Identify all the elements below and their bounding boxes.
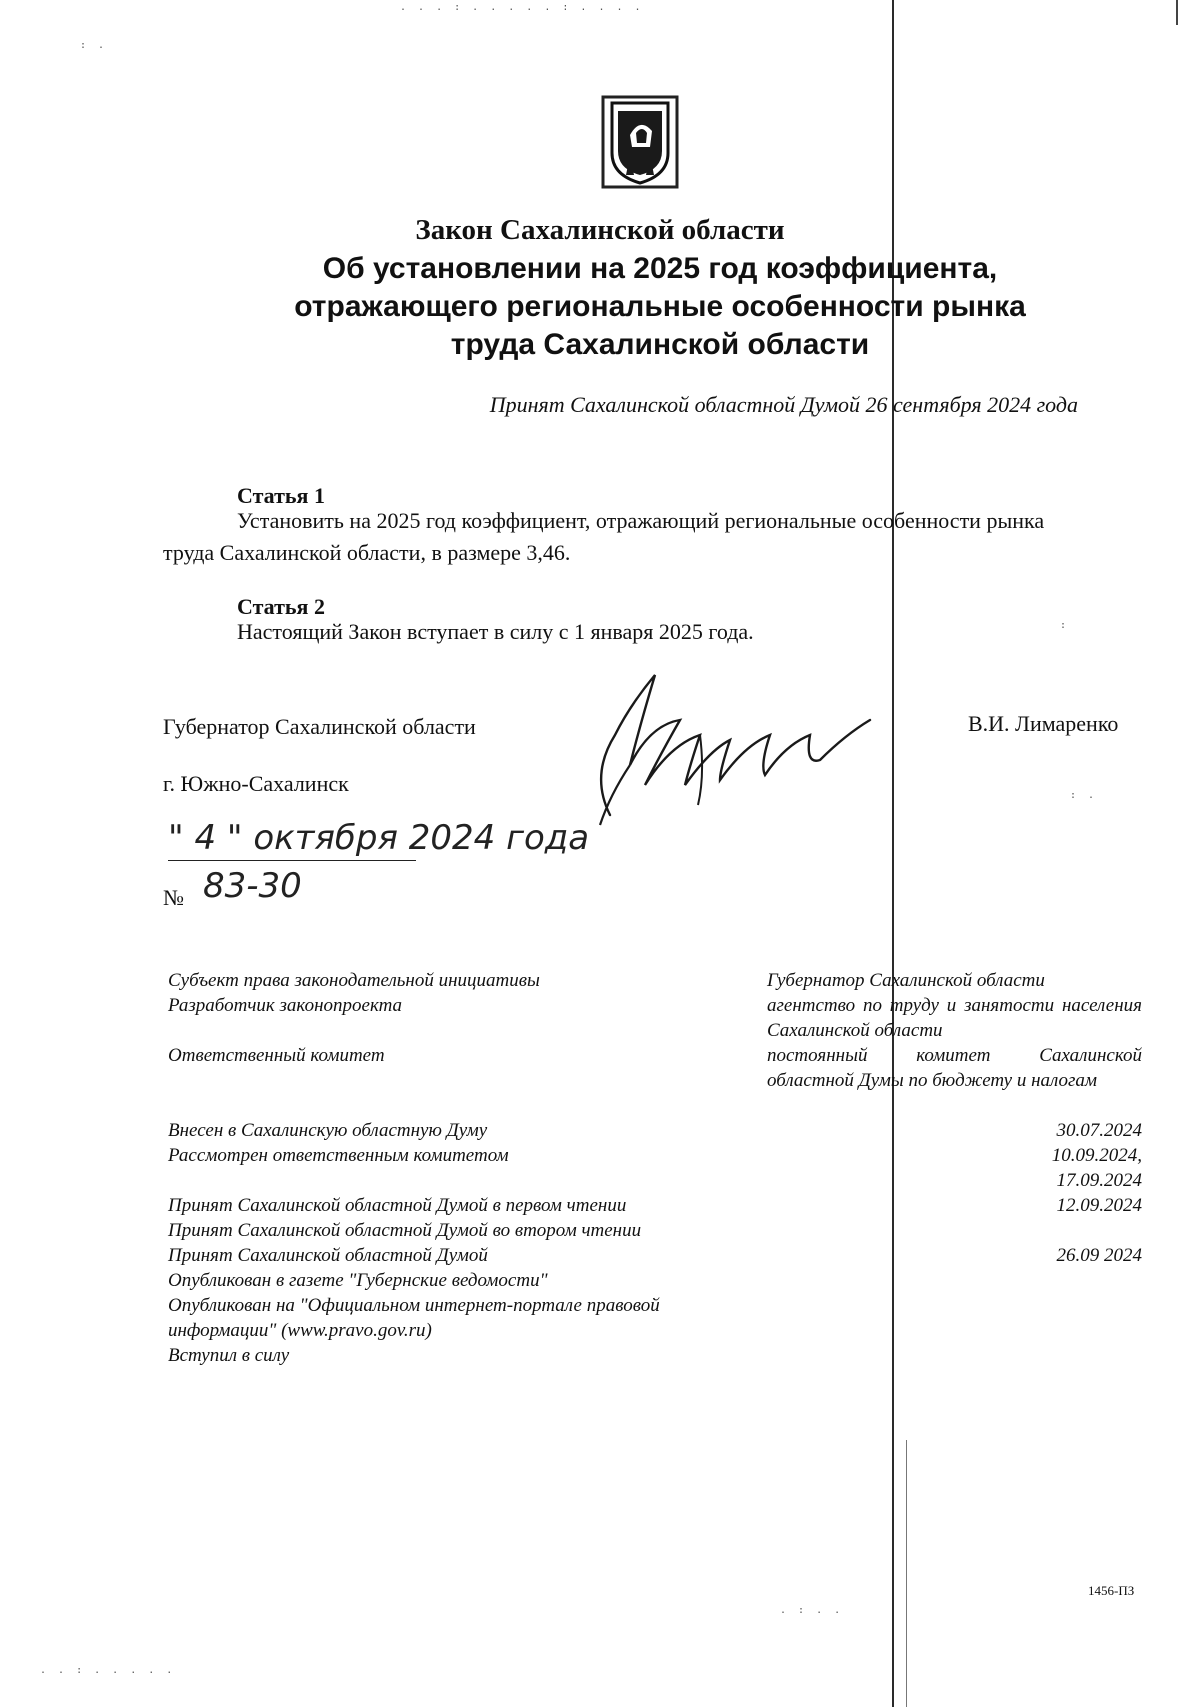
law-subject-line: Об установлении на 2025 год коэффициента,: [322, 252, 998, 285]
meta-second-reading-label: Принят Сахалинской областной Думой во втором чтении: [168, 1220, 642, 1241]
handwritten-signature: [570, 665, 890, 835]
law-subject-line: труда Сахалинской области: [450, 328, 870, 361]
law-subject-line: отражающего региональные особенности рынка: [294, 290, 1026, 323]
date-underline: [168, 860, 416, 861]
meta-published-gazette-label: Опубликован в газете "Губернские ведомости": [168, 1270, 548, 1291]
metadata-left-column: [168, 968, 768, 1368]
scan-line-artifact: [1176, 0, 1178, 25]
meta-reviewed-date: 17.09.2024: [1056, 1170, 1142, 1191]
scan-noise: . . . : . . . . . : . . . .: [400, 2, 644, 13]
document-code: 1456-ПЗ: [1088, 1583, 1135, 1598]
meta-committee-label: Ответственный комитет: [168, 1045, 385, 1066]
meta-effective-label: Вступил в силу: [168, 1345, 290, 1366]
signing-city: г. Южно-Сахалинск: [163, 771, 349, 796]
adopted-note: Принят Сахалинской областной Думой 26 сентября 2024 года: [489, 392, 1078, 417]
meta-first-reading-date: 12.09.2024: [1056, 1195, 1142, 1216]
law-number-handwritten: 83-30: [203, 866, 302, 906]
scan-noise: . : . .: [780, 1605, 844, 1616]
article-1-text-line: труда Сахалинской области, в размере 3,46.: [163, 540, 571, 565]
signer-name: В.И. Лимаренко: [968, 711, 1119, 736]
meta-published-portal-label: информации" (www.pravo.gov.ru): [168, 1320, 432, 1341]
meta-published-portal-label: Опубликован на "Официальном интернет-портале правовой: [168, 1295, 660, 1316]
article-2-heading: Статья 2: [237, 594, 325, 619]
scan-line-artifact: [906, 1440, 907, 1707]
coat-of-arms-emblem: [600, 95, 680, 191]
scan-noise: :: [1060, 620, 1070, 631]
meta-reviewed-label: Рассмотрен ответственным комитетом: [168, 1145, 509, 1166]
meta-submitted-date: 30.07.2024: [1056, 1120, 1142, 1141]
scan-noise: : .: [1070, 790, 1098, 801]
meta-developer-label: Разработчик законопроекта: [168, 995, 403, 1016]
meta-submitted-label: Внесен в Сахалинскую областную Думу: [168, 1120, 488, 1141]
metadata-dates-column: [940, 1118, 1142, 1268]
metadata-right-column: [767, 968, 1142, 1093]
scan-noise: : .: [80, 40, 108, 51]
law-subject: [220, 250, 1100, 364]
article-1-heading: Статья 1: [237, 483, 325, 508]
meta-committee-value: постоянный комитет Сахалинской областной Думы по бюджету и налогам: [767, 1045, 1142, 1091]
meta-adopted-label: Принят Сахалинской областной Думой: [168, 1245, 488, 1266]
signing-date-handwritten: " 4 " октября 2024 года: [168, 818, 590, 858]
meta-initiative-label: Субъект права законодательной инициативы: [168, 970, 540, 991]
meta-initiative-value: Губернатор Сахалинской области: [767, 970, 1045, 991]
meta-first-reading-label: Принят Сахалинской областной Думой в первом чтении: [168, 1195, 627, 1216]
scan-noise: . . : . . . . .: [40, 1665, 176, 1676]
meta-developer-value: агентство по труду и занятости населения Сахалинской области: [767, 995, 1142, 1041]
article-1-text-line: Установить на 2025 год коэффициент, отражающий региональные особенности рынка: [237, 508, 1045, 533]
signer-position: Губернатор Сахалинской области: [163, 714, 476, 739]
meta-adopted-date: 26.09 2024: [1056, 1245, 1142, 1266]
meta-reviewed-date: 10.09.2024,: [1051, 1145, 1142, 1166]
law-title: Закон Сахалинской области: [415, 214, 785, 246]
law-number-prefix: №: [163, 885, 184, 910]
article-2-text-line: Настоящий Закон вступает в силу с 1 января 2025 года.: [237, 619, 754, 644]
